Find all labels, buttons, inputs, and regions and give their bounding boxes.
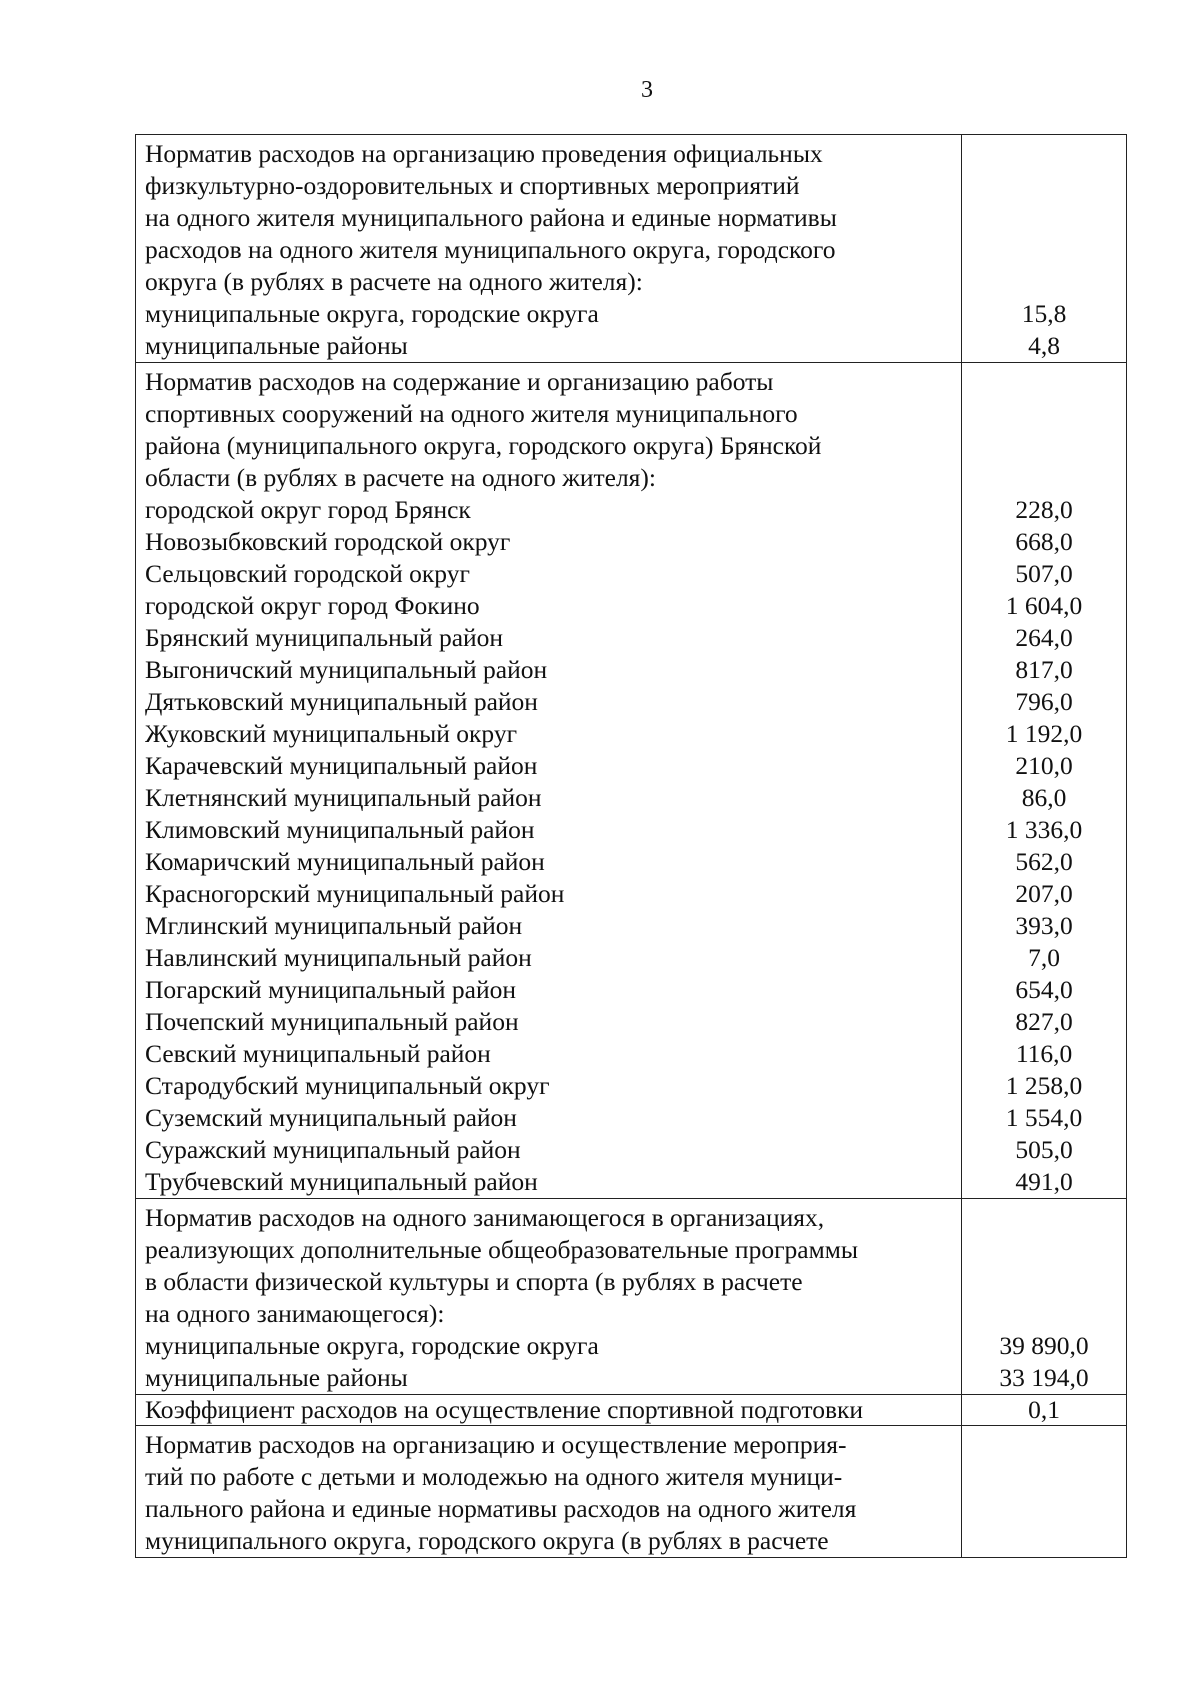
description-line: муниципального округа, городского округа (в рублях в расчете bbox=[145, 1526, 829, 1555]
value-spacer bbox=[968, 430, 1120, 462]
value-spacer bbox=[968, 462, 1120, 494]
value-spacer bbox=[968, 398, 1120, 430]
value-spacer bbox=[968, 366, 1120, 398]
norm-value-cell bbox=[962, 1199, 1127, 1395]
description-line: Комаричский муниципальный район bbox=[145, 847, 545, 876]
value-spacer bbox=[968, 202, 1120, 234]
norm-value: 796,0 bbox=[1015, 687, 1073, 716]
norm-value: 86,0 bbox=[1021, 783, 1067, 812]
description-line: на одного жителя муниципального района и единые нормативы bbox=[145, 203, 837, 232]
norm-value: 668,0 bbox=[1015, 527, 1073, 556]
description-line: муниципальные районы bbox=[145, 1363, 408, 1392]
value-spacer bbox=[968, 1266, 1120, 1298]
description-line: спортивных сооружений на одного жителя муниципального bbox=[145, 399, 798, 428]
description-line: Норматив расходов на содержание и организацию работы bbox=[145, 367, 774, 396]
norm-value: 393,0 bbox=[1015, 911, 1073, 940]
value-spacer bbox=[968, 266, 1120, 298]
norm-value-cell bbox=[962, 1395, 1127, 1426]
norm-value-cell bbox=[962, 135, 1127, 363]
value-spacer bbox=[968, 138, 1120, 170]
norm-description-cell bbox=[136, 363, 962, 1199]
table-row bbox=[136, 363, 1127, 1199]
norm-value: 827,0 bbox=[1015, 1007, 1073, 1036]
norm-value: 39 890,0 bbox=[999, 1331, 1089, 1360]
description-line: Брянский муниципальный район bbox=[145, 623, 504, 652]
description-line: городской округ город Фокино bbox=[145, 591, 480, 620]
description-line: Дятьковский муниципальный район bbox=[145, 687, 538, 716]
description-line: пального района и единые нормативы расходов на одного жителя bbox=[145, 1494, 857, 1523]
norm-description-cell bbox=[136, 1395, 962, 1426]
norms-table-body bbox=[136, 135, 1127, 1558]
description-line: Клетнянский муниципальный район bbox=[145, 783, 542, 812]
description-line: Климовский муниципальный район bbox=[145, 815, 535, 844]
norm-value: 1 554,0 bbox=[1005, 1103, 1083, 1132]
description-line: Навлинский муниципальный район bbox=[145, 943, 532, 972]
description-line: округа (в рублях в расчете на одного жителя): bbox=[145, 267, 643, 296]
description-line: района (муниципального округа, городского округа) Брянской bbox=[145, 431, 822, 460]
description-line: Почепский муниципальный район bbox=[145, 1007, 519, 1036]
description-line: Мглинский муниципальный район bbox=[145, 911, 523, 940]
norm-value: 15,8 bbox=[1021, 299, 1067, 328]
value-spacer bbox=[968, 1202, 1120, 1234]
value-spacer bbox=[968, 170, 1120, 202]
description-line: муниципальные округа, городские округа bbox=[145, 299, 599, 328]
norm-value: 4,8 bbox=[1028, 331, 1060, 360]
description-line: физкультурно-оздоровительных и спортивных мероприятий bbox=[145, 171, 800, 200]
value-spacer bbox=[968, 1525, 1120, 1557]
norm-value: 0,1 bbox=[1028, 1395, 1060, 1424]
description-line: Коэффициент расходов на осуществление спортивной подготовки bbox=[145, 1395, 864, 1424]
norm-description-cell bbox=[136, 1199, 962, 1395]
description-line: реализующих дополнительные общеобразовательные программы bbox=[145, 1235, 859, 1264]
norm-value-cell bbox=[962, 1426, 1127, 1558]
description-line: Погарский муниципальный район bbox=[145, 975, 516, 1004]
description-line: Карачевский муниципальный район bbox=[145, 751, 538, 780]
norm-value: 1 258,0 bbox=[1005, 1071, 1083, 1100]
norm-value: 228,0 bbox=[1015, 495, 1073, 524]
value-spacer bbox=[968, 234, 1120, 266]
norm-description-cell bbox=[136, 1426, 962, 1558]
norm-value: 654,0 bbox=[1015, 975, 1073, 1004]
value-spacer bbox=[968, 1234, 1120, 1266]
norm-value: 1 336,0 bbox=[1005, 815, 1083, 844]
description-line: муниципальные районы bbox=[145, 331, 408, 360]
value-spacer bbox=[968, 1298, 1120, 1330]
description-line: Суземский муниципальный район bbox=[145, 1103, 517, 1132]
norm-value-cell bbox=[962, 363, 1127, 1199]
description-line: Стародубский муниципальный округ bbox=[145, 1071, 550, 1100]
norm-value: 562,0 bbox=[1015, 847, 1073, 876]
description-line: Трубчевский муниципальный район bbox=[145, 1167, 538, 1196]
description-line: в области физической культуры и спорта (в рублях в расчете bbox=[145, 1267, 803, 1296]
description-line: Выгоничский муниципальный район bbox=[145, 655, 548, 684]
value-spacer bbox=[968, 1461, 1120, 1493]
norm-value: 33 194,0 bbox=[999, 1363, 1089, 1392]
norm-value: 1 192,0 bbox=[1005, 719, 1083, 748]
description-line: на одного занимающегося): bbox=[145, 1299, 445, 1328]
description-line: Норматив расходов на организацию проведения официальных bbox=[145, 139, 823, 168]
norm-value: 210,0 bbox=[1015, 751, 1073, 780]
description-line: Севский муниципальный район bbox=[145, 1039, 491, 1068]
norm-value: 507,0 bbox=[1015, 559, 1073, 588]
description-line: тий по работе с детьми и молодежью на одного жителя муници- bbox=[145, 1462, 843, 1491]
norm-value: 7,0 bbox=[1028, 943, 1060, 972]
norm-value: 264,0 bbox=[1015, 623, 1073, 652]
norm-value: 817,0 bbox=[1015, 655, 1073, 684]
description-line: Норматив расходов на организацию и осуществление мероприя- bbox=[145, 1430, 847, 1459]
description-line: Суражский муниципальный район bbox=[145, 1135, 521, 1164]
description-line: Красногорский муниципальный район bbox=[145, 879, 565, 908]
description-line: области (в рублях в расчете на одного жителя): bbox=[145, 463, 656, 492]
value-spacer bbox=[968, 1429, 1120, 1461]
table-row bbox=[136, 1199, 1127, 1395]
table-row bbox=[136, 1426, 1127, 1558]
page-number: 3 bbox=[641, 77, 653, 103]
description-line: расходов на одного жителя муниципального округа, городского bbox=[145, 235, 836, 264]
norms-table bbox=[135, 134, 1127, 1558]
description-line: Новозыбковский городской округ bbox=[145, 527, 511, 556]
table-row bbox=[136, 135, 1127, 363]
description-line: Норматив расходов на одного занимающегося в организациях, bbox=[145, 1203, 825, 1232]
norm-value: 1 604,0 bbox=[1005, 591, 1083, 620]
norm-description-cell bbox=[136, 135, 962, 363]
description-line: городской округ город Брянск bbox=[145, 495, 471, 524]
description-line: муниципальные округа, городские округа bbox=[145, 1331, 599, 1360]
norm-value: 491,0 bbox=[1015, 1167, 1073, 1196]
description-line: Сельцовский городской округ bbox=[145, 559, 470, 588]
norm-value: 505,0 bbox=[1015, 1135, 1073, 1164]
description-line: Жуковский муниципальный округ bbox=[145, 719, 518, 748]
norm-value: 207,0 bbox=[1015, 879, 1073, 908]
table-row bbox=[136, 1395, 1127, 1426]
norm-value: 116,0 bbox=[1015, 1039, 1073, 1068]
value-spacer bbox=[968, 1493, 1120, 1525]
